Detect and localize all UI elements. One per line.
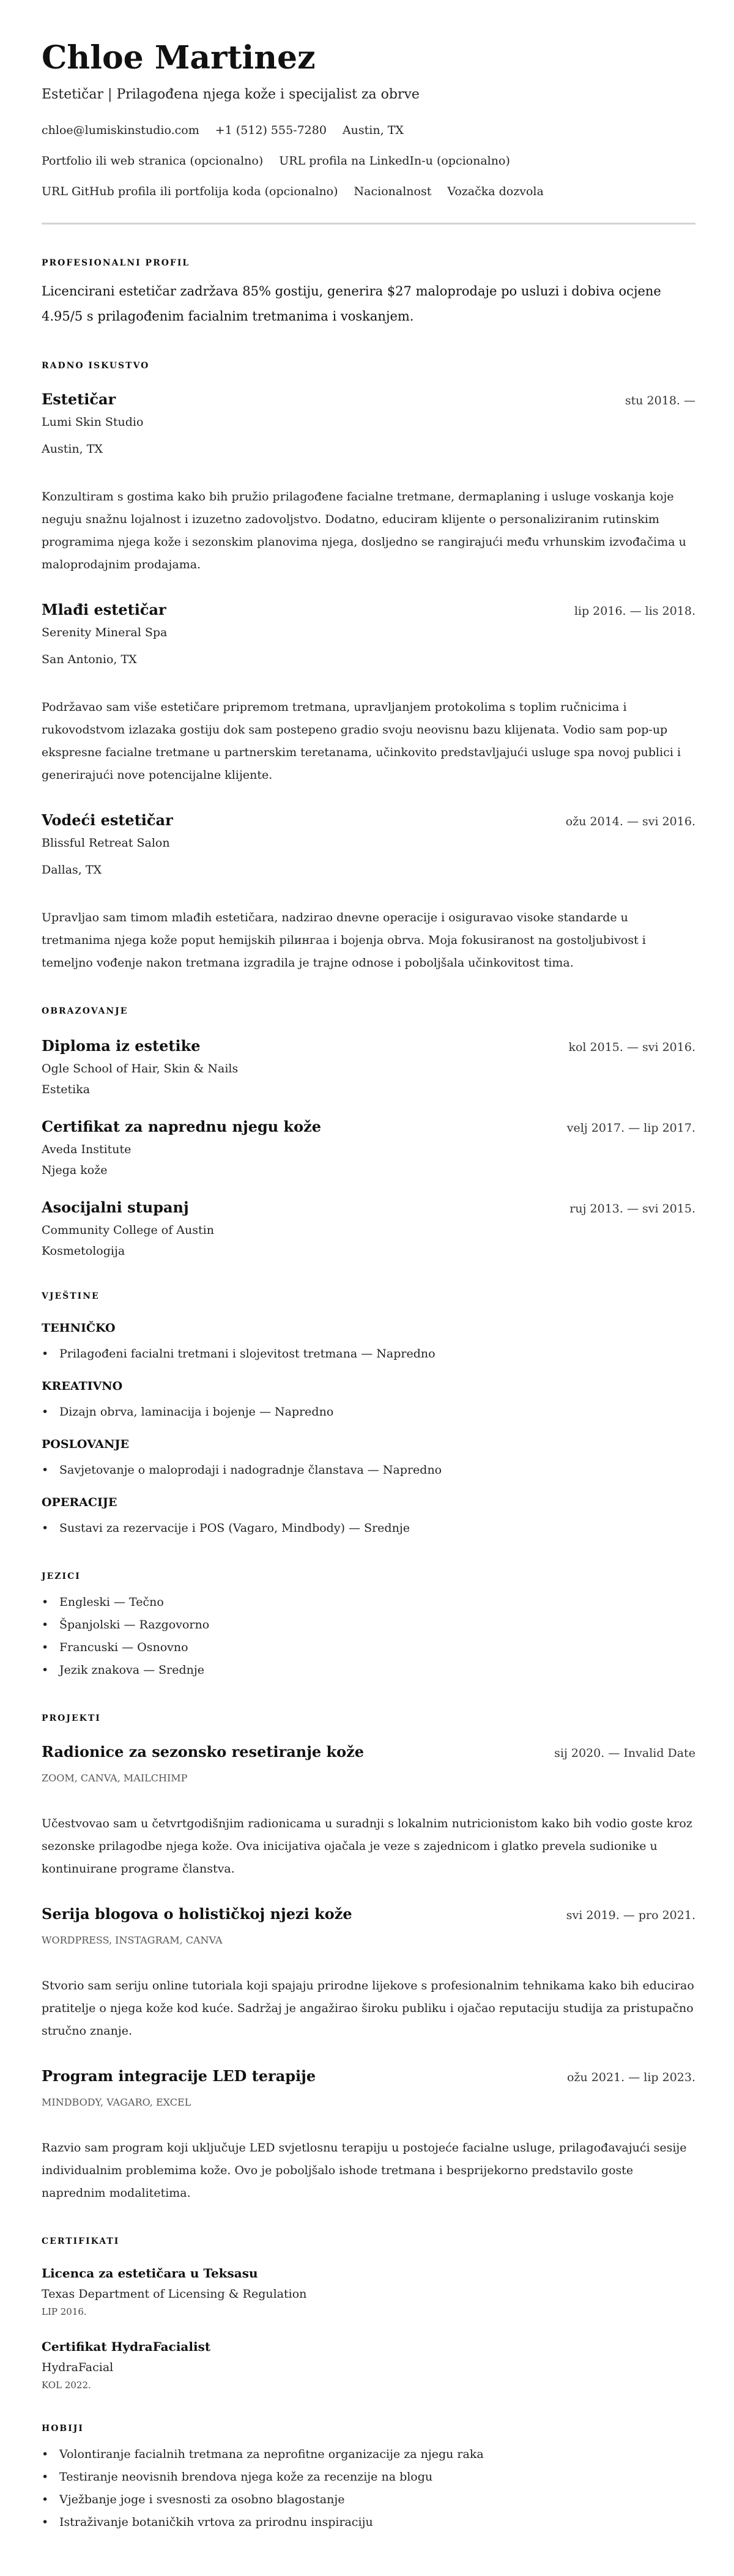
location: Austin, TX xyxy=(342,124,404,137)
certificate-name: Licenca za estetičara u Teksasu xyxy=(42,2266,258,2281)
job-location: San Antonio, TX xyxy=(42,653,137,666)
profile-summary: Licencirani estetičar zadržava 85% gostiju, generira $27 maloprodaje po usluzi i dobiva ocjene 4.95/5 s prilagođenim facialnim tretmanima i voskanjem. xyxy=(42,284,661,324)
certificate-entry xyxy=(42,2265,695,2318)
contact-row xyxy=(42,121,695,139)
date-range: kol 2015. — svi 2016. xyxy=(568,1041,695,1054)
language-item: • Španjolski — Razgovorno xyxy=(42,1614,695,1636)
section-title: PROFESIONALNI PROFIL xyxy=(42,258,190,268)
project-name: Serija blogova o holističkoj njezi kože xyxy=(42,1905,352,1923)
education-entry xyxy=(42,1037,695,1098)
candidate-name: Chloe Martinez xyxy=(42,39,316,76)
projects-section xyxy=(42,1712,695,2205)
certificate-issuer: HydraFacial xyxy=(42,2361,114,2374)
email-link[interactable]: chloe@lumiskinstudio.com xyxy=(42,124,199,137)
date-range: ožu 2014. — svi 2016. xyxy=(565,815,695,828)
language-item: • Jezik znakova — Srednje xyxy=(42,1659,695,1682)
education-entry xyxy=(42,1198,695,1260)
date-range: ožu 2021. — lip 2023. xyxy=(567,2071,695,2084)
portfolio-link[interactable]: Portfolio ili web stranica (opcionalno) xyxy=(42,154,264,168)
entry-header xyxy=(42,1198,695,1218)
date-range: sij 2020. — Invalid Date xyxy=(554,1746,695,1760)
project-entry xyxy=(42,2067,695,2205)
linkedin-link[interactable]: URL profila na LinkedIn-u (opcionalno) xyxy=(279,154,510,168)
job-location: Dallas, TX xyxy=(42,863,102,877)
skill-list xyxy=(42,1459,695,1482)
school-name: Ogle School of Hair, Skin & Nails xyxy=(42,1062,239,1075)
field-of-study: Estetika xyxy=(42,1083,91,1096)
contact-row xyxy=(42,152,695,170)
hobby-item: • Testiranje neovisnih brendova njega kože za recenzije na blogu xyxy=(42,2466,695,2489)
phone: +1 (512) 555-7280 xyxy=(215,124,327,137)
job-title: Vodeći estetičar xyxy=(42,811,173,829)
skill-item: • Dizajn obrva, laminacija i bojenje — Napredno xyxy=(42,1401,695,1423)
skill-list xyxy=(42,1343,695,1365)
date-range: ruj 2013. — svi 2015. xyxy=(569,1202,695,1216)
date-range: lip 2016. — lis 2018. xyxy=(574,604,695,618)
nationality: Nacionalnost xyxy=(354,185,432,198)
project-tools: MINDBODY, VAGARO, EXCEL xyxy=(42,2096,191,2108)
project-name: Radionice za sezonsko resetiranje kože xyxy=(42,1743,365,1761)
hobby-item: • Volontiranje facialnih tretmana za neprofitne organizacije za njegu raka xyxy=(42,2443,695,2466)
drivers-license: Vozačka dozvola xyxy=(447,185,544,198)
profile-section xyxy=(42,257,695,329)
certificate-issuer: Texas Department of Licensing & Regulation xyxy=(42,2287,307,2301)
school-name: Community College of Austin xyxy=(42,1223,214,1237)
job-description: Podržavao sam više estetičare pripremom tretmana, upravljanjem protokolima s toplim ručnicima i rukovodstvom izlazaka gostiju dok sam postepeno gradio svoju neovisnu bazu klijenata. Vodio sam pop-up ekspresne facialne tretmane u partnerskim teretanama, učinkovito predstavljajući usluge spa novoj publici i generirajući nove potencijalne klijente. xyxy=(42,700,681,782)
project-description: Stvorio sam seriju online tutoriala koji spajaju prirodne lijekove s profesionalnim tehnikama kako bih educirao pratitelje o njega kože kod kuće. Sadržaj je angažirao široku publiku i ojačao reputaciju studija za pristupačno stručno znanje. xyxy=(42,1979,694,2038)
hobbies-list xyxy=(42,2443,695,2534)
skills-section xyxy=(42,1290,695,1540)
field-of-study: Njega kože xyxy=(42,1164,108,1177)
entry-header xyxy=(42,1743,695,1762)
date-range: velj 2017. — lip 2017. xyxy=(566,1121,695,1135)
skill-list xyxy=(42,1401,695,1423)
languages-section xyxy=(42,1570,695,1682)
education-section xyxy=(42,1005,695,1260)
entry-header xyxy=(42,390,695,410)
certificate-entry xyxy=(42,2338,695,2392)
candidate-headline: Estetičar | Prilagođena njega kože i specijalist za obrve xyxy=(42,87,420,102)
section-title: JEZICI xyxy=(42,1572,81,1581)
entry-header xyxy=(42,1118,695,1137)
language-item: • Francuski — Osnovno xyxy=(42,1636,695,1659)
experience-section xyxy=(42,360,695,974)
degree-title: Diploma iz estetike xyxy=(42,1037,201,1055)
project-entry xyxy=(42,1743,695,1880)
skill-category: OPERACIJE xyxy=(42,1496,117,1509)
job-title: Mlađi estetičar xyxy=(42,601,166,618)
certificates-section xyxy=(42,2235,695,2392)
job-description: Upravljao sam timom mlađih estetičara, nadzirao dnevne operacije i osiguravao visoke standarde u tretmanima njega kože poput hemijskih pilингaa i bojenja obrva. Moja fokusiranost na gostoljubivost i temeljno vođenje nakon tretmana izgradila je trajne odnose i poboljšala učinkovitost tima. xyxy=(42,911,646,970)
experience-entry xyxy=(42,390,695,576)
section-title: CERTIFIKATI xyxy=(42,2236,120,2246)
degree-title: Certifikat za naprednu njegu kože xyxy=(42,1118,322,1135)
project-entry xyxy=(42,1905,695,2043)
company-name: Lumi Skin Studio xyxy=(42,415,144,429)
section-title: PROJEKTI xyxy=(42,1713,101,1723)
section-title: HOBIJI xyxy=(42,2424,84,2433)
hobby-item: • Vježbanje joge i svesnosti za osobno blagostanje xyxy=(42,2489,695,2511)
skill-item: • Prilagođeni facialni tretmani i slojevitost tretmana — Napredno xyxy=(42,1343,695,1365)
skill-item: • Savjetovanje o maloprodaji i nadogradnje članstava — Napredno xyxy=(42,1459,695,1482)
languages-list xyxy=(42,1591,695,1682)
entry-header xyxy=(42,601,695,620)
project-tools: ZOOM, CANVA, MAILCHIMP xyxy=(42,1772,188,1784)
company-name: Serenity Mineral Spa xyxy=(42,626,168,639)
entry-header xyxy=(42,2067,695,2087)
section-title: OBRAZOVANJE xyxy=(42,1006,128,1016)
certificate-date: LIP 2016. xyxy=(42,2306,87,2317)
experience-entry xyxy=(42,811,695,974)
skill-item: • Sustavi za rezervacije i POS (Vagaro, Mindbody) — Srednje xyxy=(42,1517,695,1540)
project-tools: WORDPRESS, INSTAGRAM, CANVA xyxy=(42,1934,223,1946)
skill-category: KREATIVNO xyxy=(42,1379,123,1393)
entry-header xyxy=(42,811,695,831)
certificate-name: Certifikat HydraFacialist xyxy=(42,2339,211,2354)
education-entry xyxy=(42,1118,695,1179)
hobbies-section xyxy=(42,2422,695,2534)
resume-header xyxy=(42,40,695,201)
project-name: Program integracije LED terapije xyxy=(42,2067,316,2085)
company-name: Blissful Retreat Salon xyxy=(42,836,170,850)
github-link[interactable]: URL GitHub profila ili portfolija koda (opcionalno) xyxy=(42,185,338,198)
skill-list xyxy=(42,1517,695,1540)
date-range: stu 2018. — xyxy=(625,394,695,407)
degree-title: Asocijalni stupanj xyxy=(42,1198,189,1216)
entry-header xyxy=(42,1905,695,1925)
school-name: Aveda Institute xyxy=(42,1143,132,1156)
section-title: VJEŠTINE xyxy=(42,1291,100,1301)
job-title: Estetičar xyxy=(42,390,116,408)
language-item: • Engleski — Tečno xyxy=(42,1591,695,1614)
header-divider xyxy=(42,223,695,225)
project-description: Učestvovao sam u četvrtgodišnjim radionicama u suradnji s lokalnim nutricionistom kako bih vodio goste kroz sezonske prilagodbe njega kože. Ova inicijativa ojačala je veze s zajednicom i glatko prevela sudionike u kontinuirane programe članstva. xyxy=(42,1817,692,1876)
job-location: Austin, TX xyxy=(42,442,103,456)
section-title: RADNO ISKUSTVO xyxy=(42,361,150,371)
hobby-item: • Istraživanje botaničkih vrtova za prirodnu inspiraciju xyxy=(42,2511,695,2534)
field-of-study: Kosmetologija xyxy=(42,1244,125,1258)
entry-header xyxy=(42,1037,695,1056)
skill-category: TEHNIČKO xyxy=(42,1321,116,1335)
certificate-date: KOL 2022. xyxy=(42,2380,91,2391)
experience-entry xyxy=(42,601,695,787)
skill-category: POSLOVANJE xyxy=(42,1438,129,1451)
job-description: Konzultiram s gostima kako bih pružio prilagođene facialne tretmane, dermaplaning i usluge voskanja koje neguju snažnu lojalnost i izuzetno zadovoljstvo. Dodatno, educiram klijente o personaliziranim rutinskim programima njega kože i sezonskim planovima njega, dosljedno se rangirajući među vrhunskim izvođačima u maloprodajnim prodajama. xyxy=(42,490,686,571)
date-range: svi 2019. — pro 2021. xyxy=(566,1909,695,1922)
contact-row xyxy=(42,182,695,201)
project-description: Razvio sam program koji uključuje LED svjetlosnu terapiju u postojeće facialne usluge, prilagođavajući sesije individualnim problemima kože. Ovo je poboljšalo ishode tretmana i besprijekorno predstavilo goste naprednim modalitetima. xyxy=(42,2141,687,2200)
